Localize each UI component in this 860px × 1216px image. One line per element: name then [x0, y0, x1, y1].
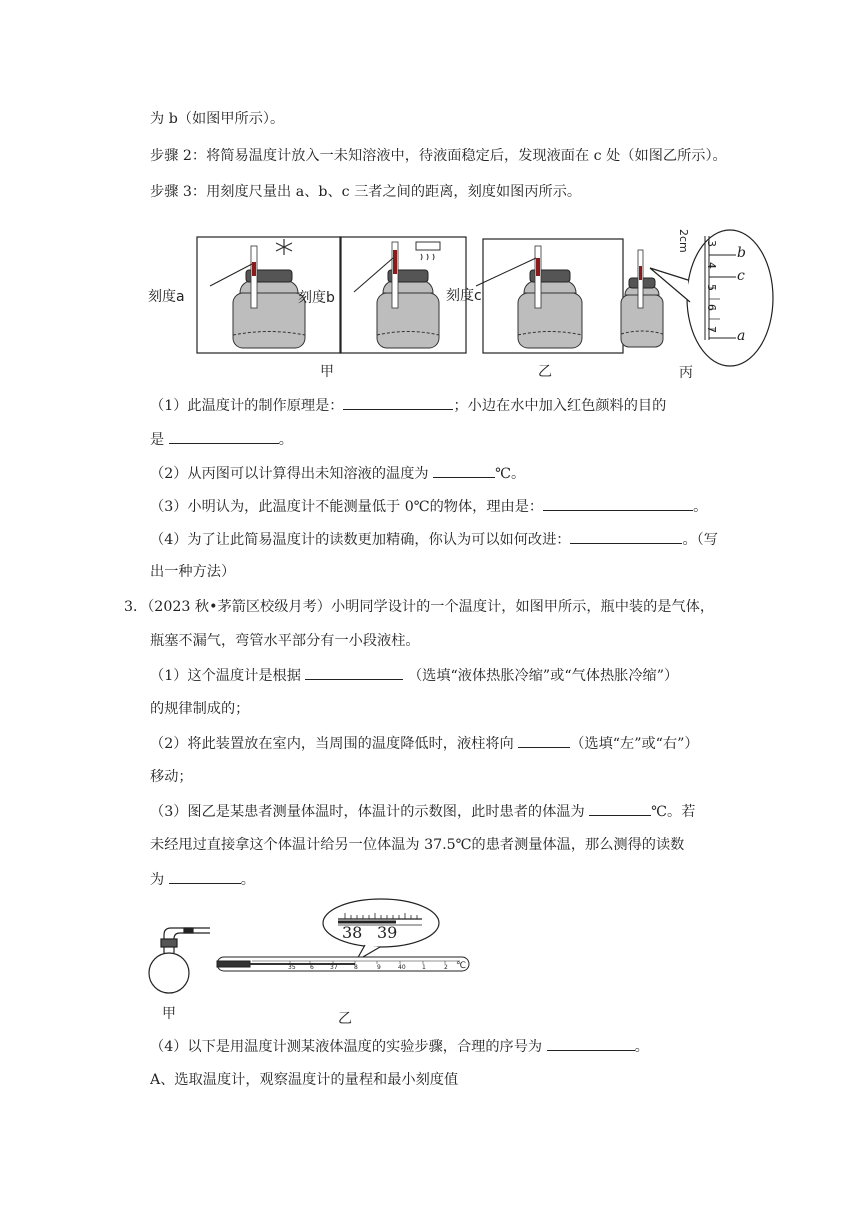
answer-blank[interactable]	[543, 496, 693, 511]
ruler-mark-b: b	[737, 245, 746, 261]
snowflake-icon	[276, 239, 292, 255]
problem-3-q1: （1）这个温度计是根据 （选填“液体热胀冷缩”或“气体热胀冷缩”）	[150, 665, 678, 686]
problem-3-q3: （3）图乙是某患者测量体温时，体温计的示数图，此时患者的体温为 ℃。若	[150, 801, 695, 822]
question-1-cont: 是 。	[150, 429, 293, 450]
problem-3-stem: 3．（2023 秋•茅箭区校级月考）小明同学设计的一个温度计，如图甲所示，瓶中装的是气体，	[124, 599, 715, 615]
question-4-cont: 出一种方法）	[150, 564, 236, 580]
answer-blank[interactable]	[518, 733, 570, 748]
text-line: 为 b（如图甲所示）。	[150, 111, 285, 127]
scale-tick: 37	[330, 964, 338, 971]
air-conditioner-icon	[416, 242, 440, 260]
ruler-mark-a: a	[737, 328, 746, 344]
scale-tick: 6	[310, 964, 314, 971]
zoom-tick-39: 39	[377, 923, 398, 942]
scale-tick: 1	[422, 964, 426, 971]
problem-3-q3-cont2: 为 。	[150, 869, 255, 890]
problem-3-q2: （2）将此装置放在室内，当周围的温度降低时，液柱将向 （选填“左”或“右”）	[150, 733, 699, 754]
clinical-thermometer	[217, 957, 469, 971]
answer-blank[interactable]	[305, 665, 403, 680]
scale-tick: 35	[288, 964, 296, 971]
scale-tick: 8	[354, 964, 358, 971]
question-4: （4）为了让此简易温度计的读数更加精确，你认为可以如何改进： 。（写	[150, 529, 718, 550]
label-scale-b: 刻度b	[298, 290, 335, 306]
scale-tick: 9	[377, 964, 381, 971]
bottle-bing	[621, 250, 663, 347]
step-2-text: 步骤 2：将简易温度计放入一未知溶液中，待液面稳定后，发现液面在 c 处（如图乙所示）。	[150, 148, 727, 164]
answer-blank[interactable]	[589, 801, 651, 816]
problem-3-stem-cont: 瓶塞不漏气，弯管水平部分有一小段液柱。	[150, 633, 420, 649]
ruler-unit: 2cm	[677, 229, 690, 253]
question-2: （2）从丙图可以计算得出未知溶液的温度为 ℃。	[150, 463, 525, 484]
label-scale-c: 刻度c	[446, 288, 482, 304]
scale-tick: 40	[398, 964, 406, 971]
problem-3-q4: （4）以下是用温度计测某液体温度的实验步骤，合理的序号为 。	[150, 1036, 649, 1057]
question-3: （3）小明认为，此温度计不能测量低于 0℃的物体，理由是： 。	[150, 496, 707, 517]
answer-blank[interactable]	[547, 1036, 635, 1051]
problem-3-q1-cont: 的规律制成的；	[150, 701, 250, 717]
ruler-tick: 7	[705, 326, 718, 333]
answer-blank[interactable]	[169, 869, 241, 884]
step-3-text: 步骤 3：用刻度尺量出 a、b、c 三者之间的距离，刻度如图丙所示。	[150, 184, 582, 200]
caption-jia-2: 甲	[162, 1006, 176, 1022]
ruler-mark-c: c	[737, 268, 745, 284]
ruler-tick: 3	[705, 240, 718, 247]
question-1: （1）此温度计的制作原理是： ；小边在水中加入红色颜料的目的	[150, 395, 666, 416]
answer-blank[interactable]	[169, 429, 279, 444]
flask-thermometer-figure	[140, 895, 490, 995]
step-option-a: A、选取温度计，观察温度计的量程和最小刻度值	[150, 1072, 459, 1088]
bottle-jia-2	[377, 242, 439, 348]
answer-blank[interactable]	[433, 463, 495, 478]
caption-bing: 丙	[679, 365, 693, 381]
ruler-tick: 5	[705, 284, 718, 291]
label-scale-a: 刻度a	[148, 289, 185, 305]
zoom-tick-38: 38	[342, 923, 363, 942]
caption-yi-2: 乙	[338, 1011, 352, 1027]
caption-jia: 甲	[320, 364, 334, 380]
bottle-yi	[518, 246, 582, 348]
answer-blank[interactable]	[570, 529, 682, 544]
caption-yi: 乙	[538, 364, 552, 380]
flask	[149, 928, 210, 993]
ruler-tick: 6	[705, 304, 718, 311]
ruler-tick: 4	[705, 262, 718, 269]
problem-3-q2-cont: 移动；	[150, 769, 193, 785]
bottle-jia-1	[233, 246, 305, 348]
problem-3-q3-cont: 未经甩过直接拿这个体温计给另一位体温为 37.5℃的患者测量体温，那么测得的读数	[150, 837, 685, 853]
scale-tick: 2	[444, 964, 448, 971]
answer-blank[interactable]	[343, 395, 453, 410]
scale-unit: ℃	[456, 961, 467, 971]
